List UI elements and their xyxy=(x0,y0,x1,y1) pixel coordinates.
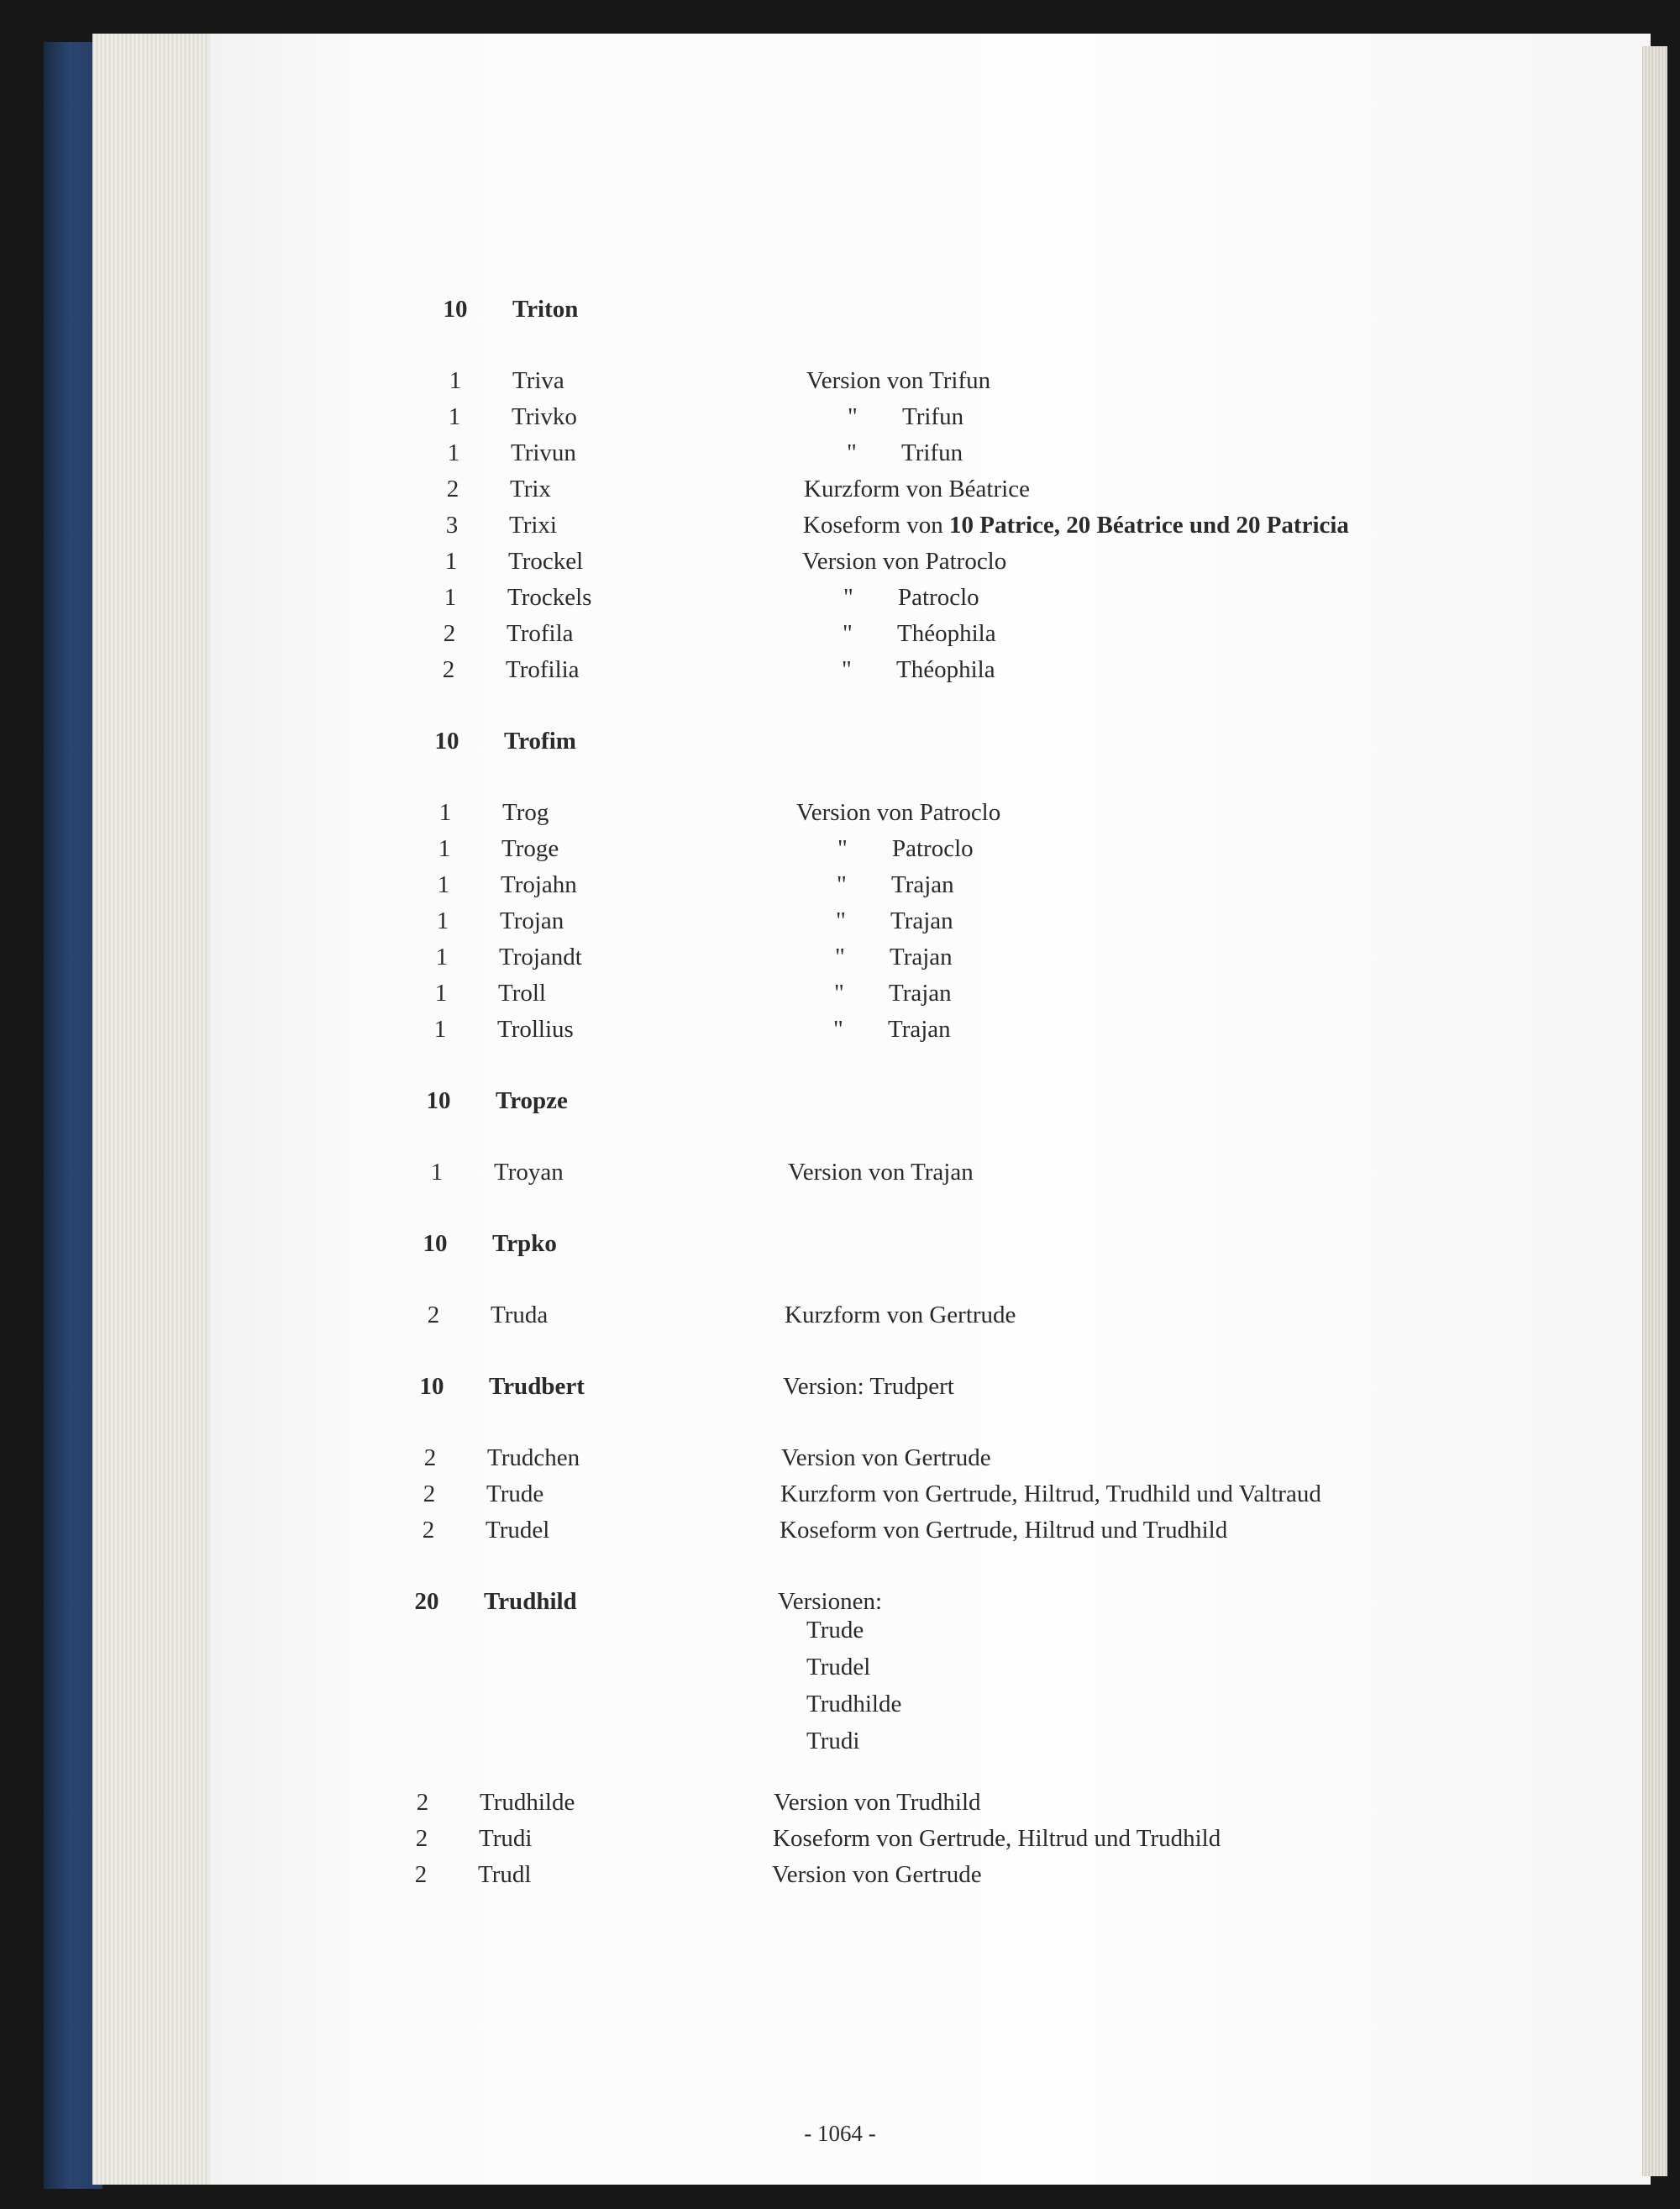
entry-row xyxy=(410,1585,1418,1622)
entry-name: Trudi xyxy=(479,1825,533,1852)
entry-number: 1 xyxy=(436,907,449,934)
entry-name: Trudel xyxy=(486,1517,550,1544)
entry-name: Trivun xyxy=(511,439,576,466)
entry-row xyxy=(438,292,1446,329)
entry-reference: Patroclo xyxy=(892,835,974,862)
entry-number: 2 xyxy=(415,1825,428,1852)
description-emphasis: 10 Patrice, 20 Béatrice und 20 Patricia xyxy=(948,512,1349,539)
entry-number: 10 xyxy=(419,1373,444,1400)
entry-name: Trollius xyxy=(497,1016,574,1043)
entry-name: Trivko xyxy=(512,403,577,430)
entry-name: Tropze xyxy=(496,1087,568,1114)
entry-number: 10 xyxy=(434,728,459,755)
entry-row xyxy=(423,1012,1431,1049)
ditto-mark: " xyxy=(836,907,846,934)
entry-name: Trudhild xyxy=(484,1588,577,1615)
entry-description: Version von Trifun xyxy=(806,367,991,394)
entry-description: Kurzform von Gertrude, Hiltrud, Trudhild und Valtraud xyxy=(780,1481,1321,1507)
entry-row xyxy=(424,976,1432,1013)
entry-description xyxy=(803,508,1349,542)
entry-reference: Trajan xyxy=(889,980,952,1007)
entry-description: Version von Trudhild xyxy=(774,1789,981,1816)
entry-row xyxy=(428,832,1436,869)
entry-number: 10 xyxy=(423,1230,448,1257)
entry-row xyxy=(425,940,1433,977)
entry-reference: Trajan xyxy=(890,907,953,934)
entry-number: 2 xyxy=(442,656,455,683)
entry-number: 2 xyxy=(427,1302,440,1328)
ditto-mark: " xyxy=(833,1016,843,1043)
ditto-mark: " xyxy=(837,835,848,862)
entry-reference: Trajan xyxy=(888,1016,951,1043)
ditto-mark: " xyxy=(837,871,847,898)
entry-name: Trudl xyxy=(478,1861,532,1888)
entry-row xyxy=(433,581,1441,618)
entry-number: 1 xyxy=(448,403,461,430)
entry-row xyxy=(420,1155,1428,1192)
entry-row xyxy=(430,724,1438,761)
entry-name: Trofim xyxy=(504,728,576,755)
entry-reference: Trifun xyxy=(901,439,963,466)
version-item: Trudi xyxy=(806,1728,860,1754)
entry-row xyxy=(406,1786,1414,1822)
entry-number: 1 xyxy=(438,799,452,826)
entry-description: Kurzform von Béatrice xyxy=(804,476,1030,502)
entry-name: Trofila xyxy=(507,620,574,647)
entry-description: Version von Gertrude xyxy=(781,1444,991,1471)
entry-row xyxy=(418,1227,1426,1264)
entry-name: Trudchen xyxy=(487,1444,580,1471)
entry-reference: Trifun xyxy=(902,403,964,430)
entry-row xyxy=(435,508,1443,545)
entry-name: Trojandt xyxy=(499,944,582,970)
entry-name: Triva xyxy=(512,367,564,394)
entry-number: 3 xyxy=(445,512,459,539)
entry-row xyxy=(413,1441,1421,1478)
page-number: - 1064 - xyxy=(804,2121,876,2146)
entry-description: Version: Trudpert xyxy=(783,1373,954,1400)
entry-description: Version von Patroclo xyxy=(796,799,1001,826)
entry-name: Trix xyxy=(510,476,551,502)
entry-number: 1 xyxy=(438,835,451,862)
entry-number: 1 xyxy=(437,871,450,898)
entry-row xyxy=(417,1298,1425,1335)
entry-description: Version von Trajan xyxy=(788,1159,974,1186)
entry-row xyxy=(438,364,1446,401)
entry-number: 2 xyxy=(416,1789,429,1816)
entry-number: 2 xyxy=(446,476,459,502)
page-edges-right xyxy=(1642,46,1667,2176)
entry-row xyxy=(432,653,1440,690)
entry-number: 1 xyxy=(433,1016,447,1043)
entry-row xyxy=(428,796,1436,833)
entry-description: Version von Gertrude xyxy=(772,1861,982,1888)
entry-name: Trockels xyxy=(507,584,592,611)
entry-row xyxy=(405,1822,1413,1859)
entry-number: 2 xyxy=(414,1861,428,1888)
entry-number: 1 xyxy=(435,944,449,970)
ditto-mark: " xyxy=(843,620,853,647)
entry-number: 1 xyxy=(444,584,457,611)
entry-reference: Trajan xyxy=(890,944,953,970)
entry-number: 10 xyxy=(426,1087,451,1114)
description-prefix: Koseform von xyxy=(803,512,949,539)
page-edges-left xyxy=(92,34,218,2185)
entry-number: 1 xyxy=(449,367,462,394)
entry-number: 1 xyxy=(430,1159,444,1186)
entry-reference: Théophila xyxy=(896,656,995,683)
ditto-mark: " xyxy=(834,980,844,1007)
entry-description: Koseform von Gertrude, Hiltrud und Trudhild xyxy=(773,1825,1221,1852)
entry-reference: Trajan xyxy=(891,871,954,898)
entry-name: Trog xyxy=(502,799,549,826)
entry-name: Trofilia xyxy=(506,656,580,683)
entry-name: Triton xyxy=(512,296,579,323)
entry-name: Troll xyxy=(498,980,546,1007)
entry-row xyxy=(426,904,1434,941)
entry-number: 2 xyxy=(423,1481,436,1507)
entry-row xyxy=(404,1858,1412,1895)
version-item: Trudel xyxy=(806,1654,871,1680)
entry-name: Truda xyxy=(491,1302,549,1328)
ditto-mark: " xyxy=(843,584,853,611)
entry-row xyxy=(438,400,1446,437)
entry-description: Versionen: xyxy=(778,1588,883,1615)
entry-number: 1 xyxy=(444,548,458,575)
version-item: Trude xyxy=(806,1617,864,1644)
entry-number: 10 xyxy=(443,296,468,323)
entry-name: Trpko xyxy=(492,1230,557,1257)
entry-description: Version von Patroclo xyxy=(802,548,1007,575)
entry-row xyxy=(412,1513,1420,1550)
entry-name: Trude xyxy=(486,1481,544,1507)
entry-number: 2 xyxy=(422,1517,435,1544)
entry-number: 1 xyxy=(434,980,448,1007)
ditto-mark: " xyxy=(835,944,845,970)
entry-row xyxy=(427,868,1435,905)
entry-row xyxy=(412,1477,1420,1514)
entry-row xyxy=(422,1084,1430,1121)
entry-number: 20 xyxy=(414,1588,439,1615)
entry-reference: Théophila xyxy=(897,620,996,647)
entry-number: 2 xyxy=(443,620,456,647)
entry-row xyxy=(433,617,1441,654)
entry-name: Trojahn xyxy=(501,871,577,898)
entry-description: Kurzform von Gertrude xyxy=(785,1302,1016,1328)
entry-row xyxy=(434,544,1442,581)
entry-reference: Patroclo xyxy=(898,584,979,611)
entry-description: Koseform von Gertrude, Hiltrud und Trudhild xyxy=(780,1517,1228,1544)
entry-number: 1 xyxy=(447,439,460,466)
entry-name: Trudhilde xyxy=(480,1789,575,1816)
entry-row xyxy=(436,472,1444,509)
entry-name: Troyan xyxy=(494,1159,564,1186)
entry-number: 2 xyxy=(423,1444,437,1471)
entry-row xyxy=(415,1370,1423,1407)
entry-name: Trojan xyxy=(500,907,564,934)
entry-row xyxy=(437,436,1445,473)
entry-name: Trudbert xyxy=(489,1373,585,1400)
entry-name: Trockel xyxy=(508,548,584,575)
entry-name: Troge xyxy=(501,835,559,862)
entry-name: Trixi xyxy=(509,512,557,539)
ditto-mark: " xyxy=(847,439,857,466)
ditto-mark: " xyxy=(842,656,852,683)
ditto-mark: " xyxy=(848,403,858,430)
version-item: Trudhilde xyxy=(806,1691,902,1717)
